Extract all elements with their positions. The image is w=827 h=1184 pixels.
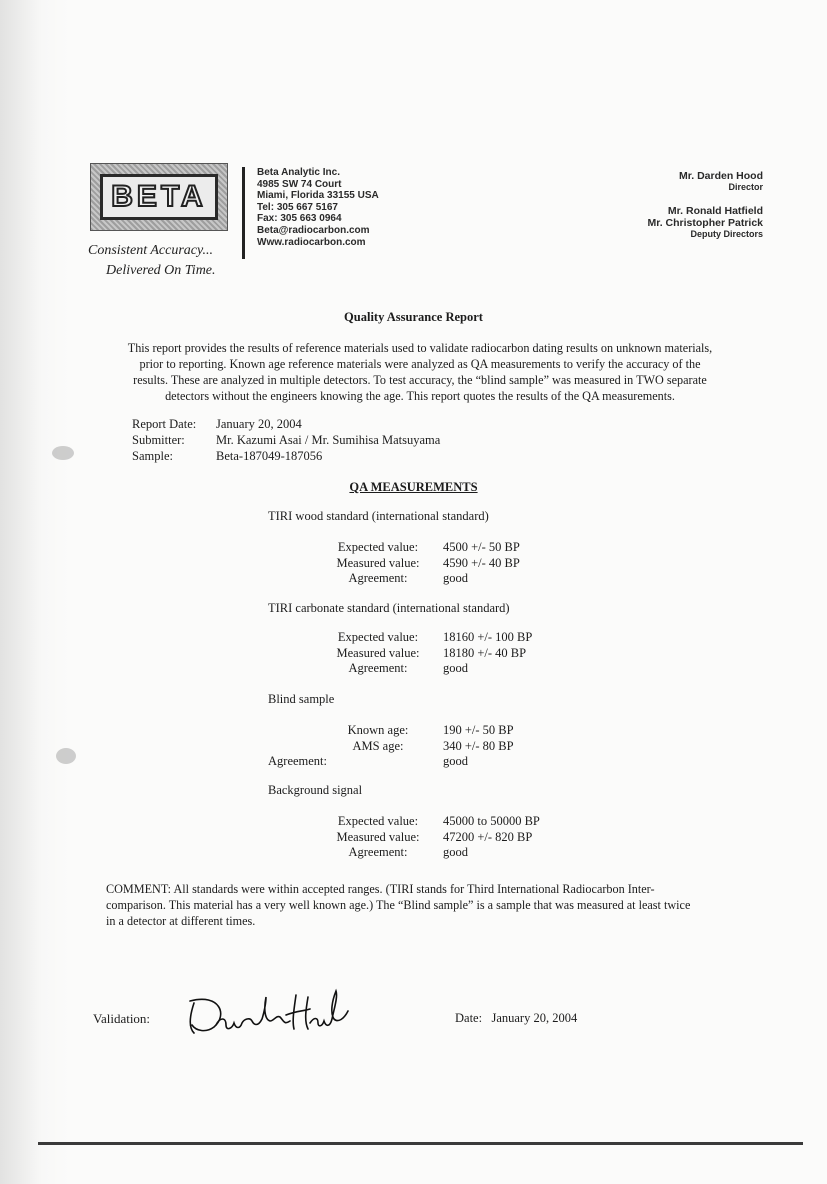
letterhead-divider bbox=[242, 167, 245, 259]
measurement-label: Agreement: bbox=[348, 661, 408, 675]
date-label: Date: bbox=[455, 1011, 483, 1025]
measurement-block bbox=[268, 814, 540, 861]
website-line: Www.radiocarbon.com bbox=[257, 236, 366, 248]
report-intro bbox=[96, 340, 744, 404]
measurement-value: 190 +/- 50 BP bbox=[443, 723, 514, 737]
measurement-value: good bbox=[443, 571, 468, 585]
measurement-label: Agreement: bbox=[348, 845, 408, 859]
intro-line: detectors without the engineers knowing the age. This report quotes the results of the QA measurements. bbox=[165, 389, 675, 403]
meta-value: Mr. Kazumi Asai / Mr. Sumihisa Matsuyama bbox=[216, 433, 441, 447]
measurement-row bbox=[268, 661, 532, 677]
tagline-line-1: Consistent Accuracy... bbox=[88, 243, 213, 258]
beta-logo-text: BETA bbox=[100, 174, 218, 220]
comment-line: COMMENT: All standards were within accepted ranges. (TIRI stands for Third International Radiocarbon Inter- bbox=[106, 882, 655, 896]
beta-logo bbox=[90, 163, 228, 231]
deputy-name-2: Mr. Christopher Patrick bbox=[647, 217, 763, 229]
meta-label: Submitter: bbox=[132, 433, 185, 447]
comment-line: comparison. This material has a very well known age.) The “Blind sample” is a sample that was measured at least twice bbox=[106, 898, 691, 912]
measurement-row bbox=[268, 571, 520, 587]
measurement-value: good bbox=[443, 661, 468, 675]
measurement-row bbox=[268, 845, 540, 861]
intro-line: prior to reporting. Known age reference materials were analyzed as QA measurements to verify the accuracy of the bbox=[139, 357, 701, 371]
measurement-label: Known age: bbox=[347, 723, 409, 737]
measurement-row bbox=[268, 754, 514, 770]
measurement-label: Expected value: bbox=[337, 540, 419, 554]
measurement-row bbox=[268, 814, 540, 830]
measurement-value: 4500 +/- 50 BP bbox=[443, 540, 520, 554]
director-title: Director bbox=[728, 182, 763, 192]
measurement-label: Expected value: bbox=[337, 630, 419, 644]
staff-block bbox=[647, 170, 763, 240]
section-title: Blind sample bbox=[268, 692, 335, 706]
measurement-value: 18180 +/- 40 BP bbox=[443, 645, 527, 660]
section-title: Background signal bbox=[268, 783, 363, 797]
footer-rule bbox=[38, 1142, 803, 1145]
qa-heading: QA MEASUREMENTS bbox=[349, 480, 478, 494]
meta-row-submitter bbox=[132, 432, 440, 448]
measurement-label: Agreement: bbox=[268, 754, 328, 768]
measurement-row bbox=[268, 723, 514, 739]
scan-smudge bbox=[52, 446, 74, 460]
measurement-row bbox=[268, 540, 520, 556]
measurement-value: 4590 +/- 40 BP bbox=[443, 555, 520, 570]
measurement-block bbox=[268, 630, 532, 677]
meta-value: January 20, 2004 bbox=[216, 417, 302, 431]
director-name: Mr. Darden Hood bbox=[678, 170, 763, 182]
tagline-line-2: Delivered On Time. bbox=[106, 263, 216, 278]
measurement-label: Expected value: bbox=[337, 814, 419, 828]
meta-label: Sample: bbox=[132, 449, 173, 463]
measurement-value: good bbox=[443, 754, 468, 768]
measurement-row bbox=[268, 739, 514, 755]
email-line: Beta@radiocarbon.com bbox=[257, 224, 370, 236]
measurement-label: AMS age: bbox=[352, 738, 404, 753]
measurement-label: Measured value: bbox=[336, 555, 420, 570]
validation-date bbox=[455, 1011, 577, 1026]
address-line: Miami, Florida 33155 USA bbox=[257, 190, 379, 202]
company-address bbox=[257, 167, 379, 248]
measurement-row bbox=[268, 556, 520, 572]
meta-value: Beta-187049-187056 bbox=[216, 449, 323, 463]
address-line: Beta Analytic Inc. bbox=[257, 167, 340, 178]
deputy-name-1: Mr. Ronald Hatfield bbox=[667, 205, 763, 217]
measurement-value: 45000 to 50000 BP bbox=[443, 814, 540, 828]
measurement-value: 340 +/- 80 BP bbox=[443, 738, 514, 753]
intro-line: results. These are analyzed in multiple detectors. To test accuracy, the “blind sample” was measured in TWO separate bbox=[133, 373, 707, 387]
meta-row-sample bbox=[132, 448, 440, 464]
report-title: Quality Assurance Report bbox=[344, 310, 483, 324]
meta-label: Report Date: bbox=[132, 417, 197, 431]
date-value: January 20, 2004 bbox=[491, 1011, 578, 1025]
comment-paragraph bbox=[106, 881, 756, 929]
comment-line: in a detector at different times. bbox=[106, 914, 256, 928]
handwritten-signature bbox=[180, 985, 350, 1045]
validation-label: Validation: bbox=[93, 1011, 151, 1026]
fax-line: Fax: 305 663 0964 bbox=[257, 213, 342, 225]
measurement-label: Measured value: bbox=[336, 829, 420, 844]
report-meta bbox=[132, 416, 440, 464]
measurement-row bbox=[268, 646, 532, 662]
measurement-value: 47200 +/- 820 BP bbox=[443, 829, 533, 844]
scan-smudge bbox=[56, 748, 76, 764]
deputy-title: Deputy Directors bbox=[690, 229, 763, 239]
measurement-block bbox=[268, 540, 520, 587]
meta-row-report-date bbox=[132, 416, 440, 432]
measurement-row bbox=[268, 830, 540, 846]
section-title: TIRI carbonate standard (international standard) bbox=[268, 601, 510, 615]
address-line: 4985 SW 74 Court bbox=[257, 178, 342, 190]
scan-shadow bbox=[0, 0, 70, 1184]
measurement-label: Agreement: bbox=[348, 571, 408, 585]
measurement-value: 18160 +/- 100 BP bbox=[443, 630, 533, 644]
section-title: TIRI wood standard (international standard) bbox=[268, 509, 489, 523]
measurement-label: Measured value: bbox=[336, 645, 420, 660]
measurement-block bbox=[268, 723, 514, 770]
phone-line: Tel: 305 667 5167 bbox=[257, 201, 338, 213]
intro-line: This report provides the results of reference materials used to validate radiocarbon dating results on unknown materials, bbox=[127, 341, 713, 355]
measurement-value: good bbox=[443, 845, 468, 859]
measurement-row bbox=[268, 630, 532, 646]
